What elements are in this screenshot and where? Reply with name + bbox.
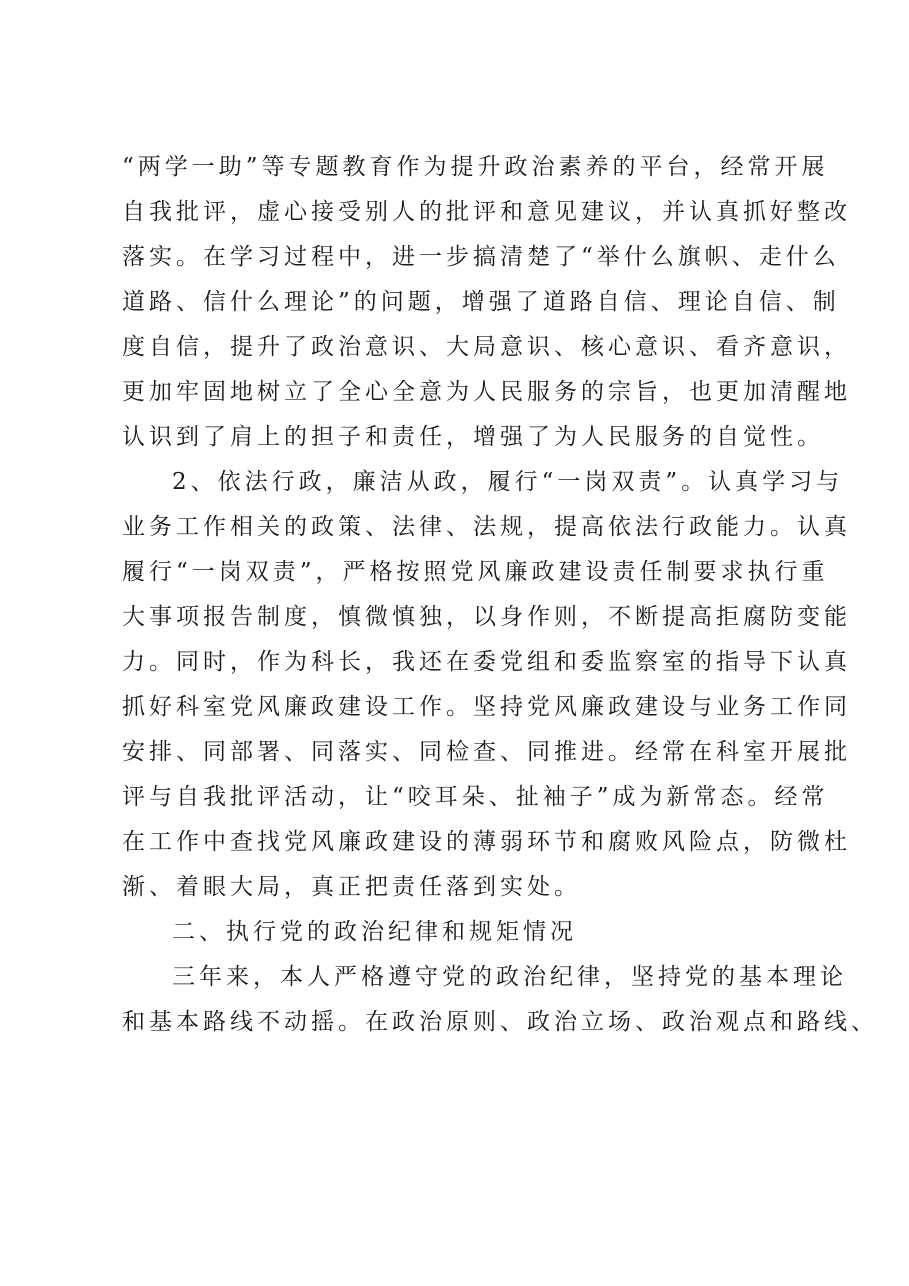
section-2-first-line: 2、依法行政，廉洁从政，履行“一岗双责”。认真学习与	[172, 469, 844, 495]
text-line: 度自信，提升了政治意识、大局意识、核心意识、看齐意识，	[122, 334, 851, 360]
text-line: 道路、信什么理论”的问题，增强了道路自信、理论自信、制	[122, 289, 840, 315]
text-line: 落实。在学习过程中，进一步搞清楚了“举什么旗帜、走什么	[122, 244, 840, 270]
text-line: 和基本路线不动摇。在政治原则、政治立场、政治观点和路线、	[122, 1009, 878, 1035]
text-line: 自我批评，虚心接受别人的批评和意见建议，并认真抓好整改	[122, 199, 851, 225]
text-line: 大事项报告制度，慎微慎独，以身作则，不断提高拒腐防变能	[122, 604, 851, 630]
text-line: 评与自我批评活动，让“咬耳朵、扯袖子”成为新常态。经常	[122, 784, 829, 810]
text-line: 更加牢固地树立了全心全意为人民服务的宗旨，也更加清醒地	[122, 379, 851, 405]
text-line: “两学一助”等专题教育作为提升政治素养的平台，经常开展	[122, 154, 829, 180]
text-line: 力。同时，作为科长，我还在委党组和委监察室的指导下认真	[122, 649, 851, 675]
paragraph-first-line: 三年来，本人严格遵守党的政治纪律，坚持党的基本理论	[172, 964, 847, 990]
text-line: 业务工作相关的政策、法律、法规，提高依法行政能力。认真	[122, 514, 851, 540]
body-text	[122, 145, 878, 1045]
section-heading: 二、执行党的政治纪律和规矩情况	[172, 919, 577, 945]
text-line: 在工作中查找党风廉政建设的薄弱环节和腐败风险点，防微杜	[122, 829, 851, 855]
text-line: 渐、着眼大局，真正把责任落到实处。	[122, 874, 581, 900]
text-line: 抓好科室党风廉政建设工作。坚持党风廉政建设与业务工作同	[122, 694, 851, 720]
text-line: 认识到了肩上的担子和责任，增强了为人民服务的自觉性。	[122, 424, 824, 450]
text-line: 履行“一岗双责”，严格按照党风廉政建设责任制要求执行重	[122, 559, 829, 585]
text-line: 安排、同部署、同落实、同检查、同推进。经常在科室开展批	[122, 739, 851, 765]
